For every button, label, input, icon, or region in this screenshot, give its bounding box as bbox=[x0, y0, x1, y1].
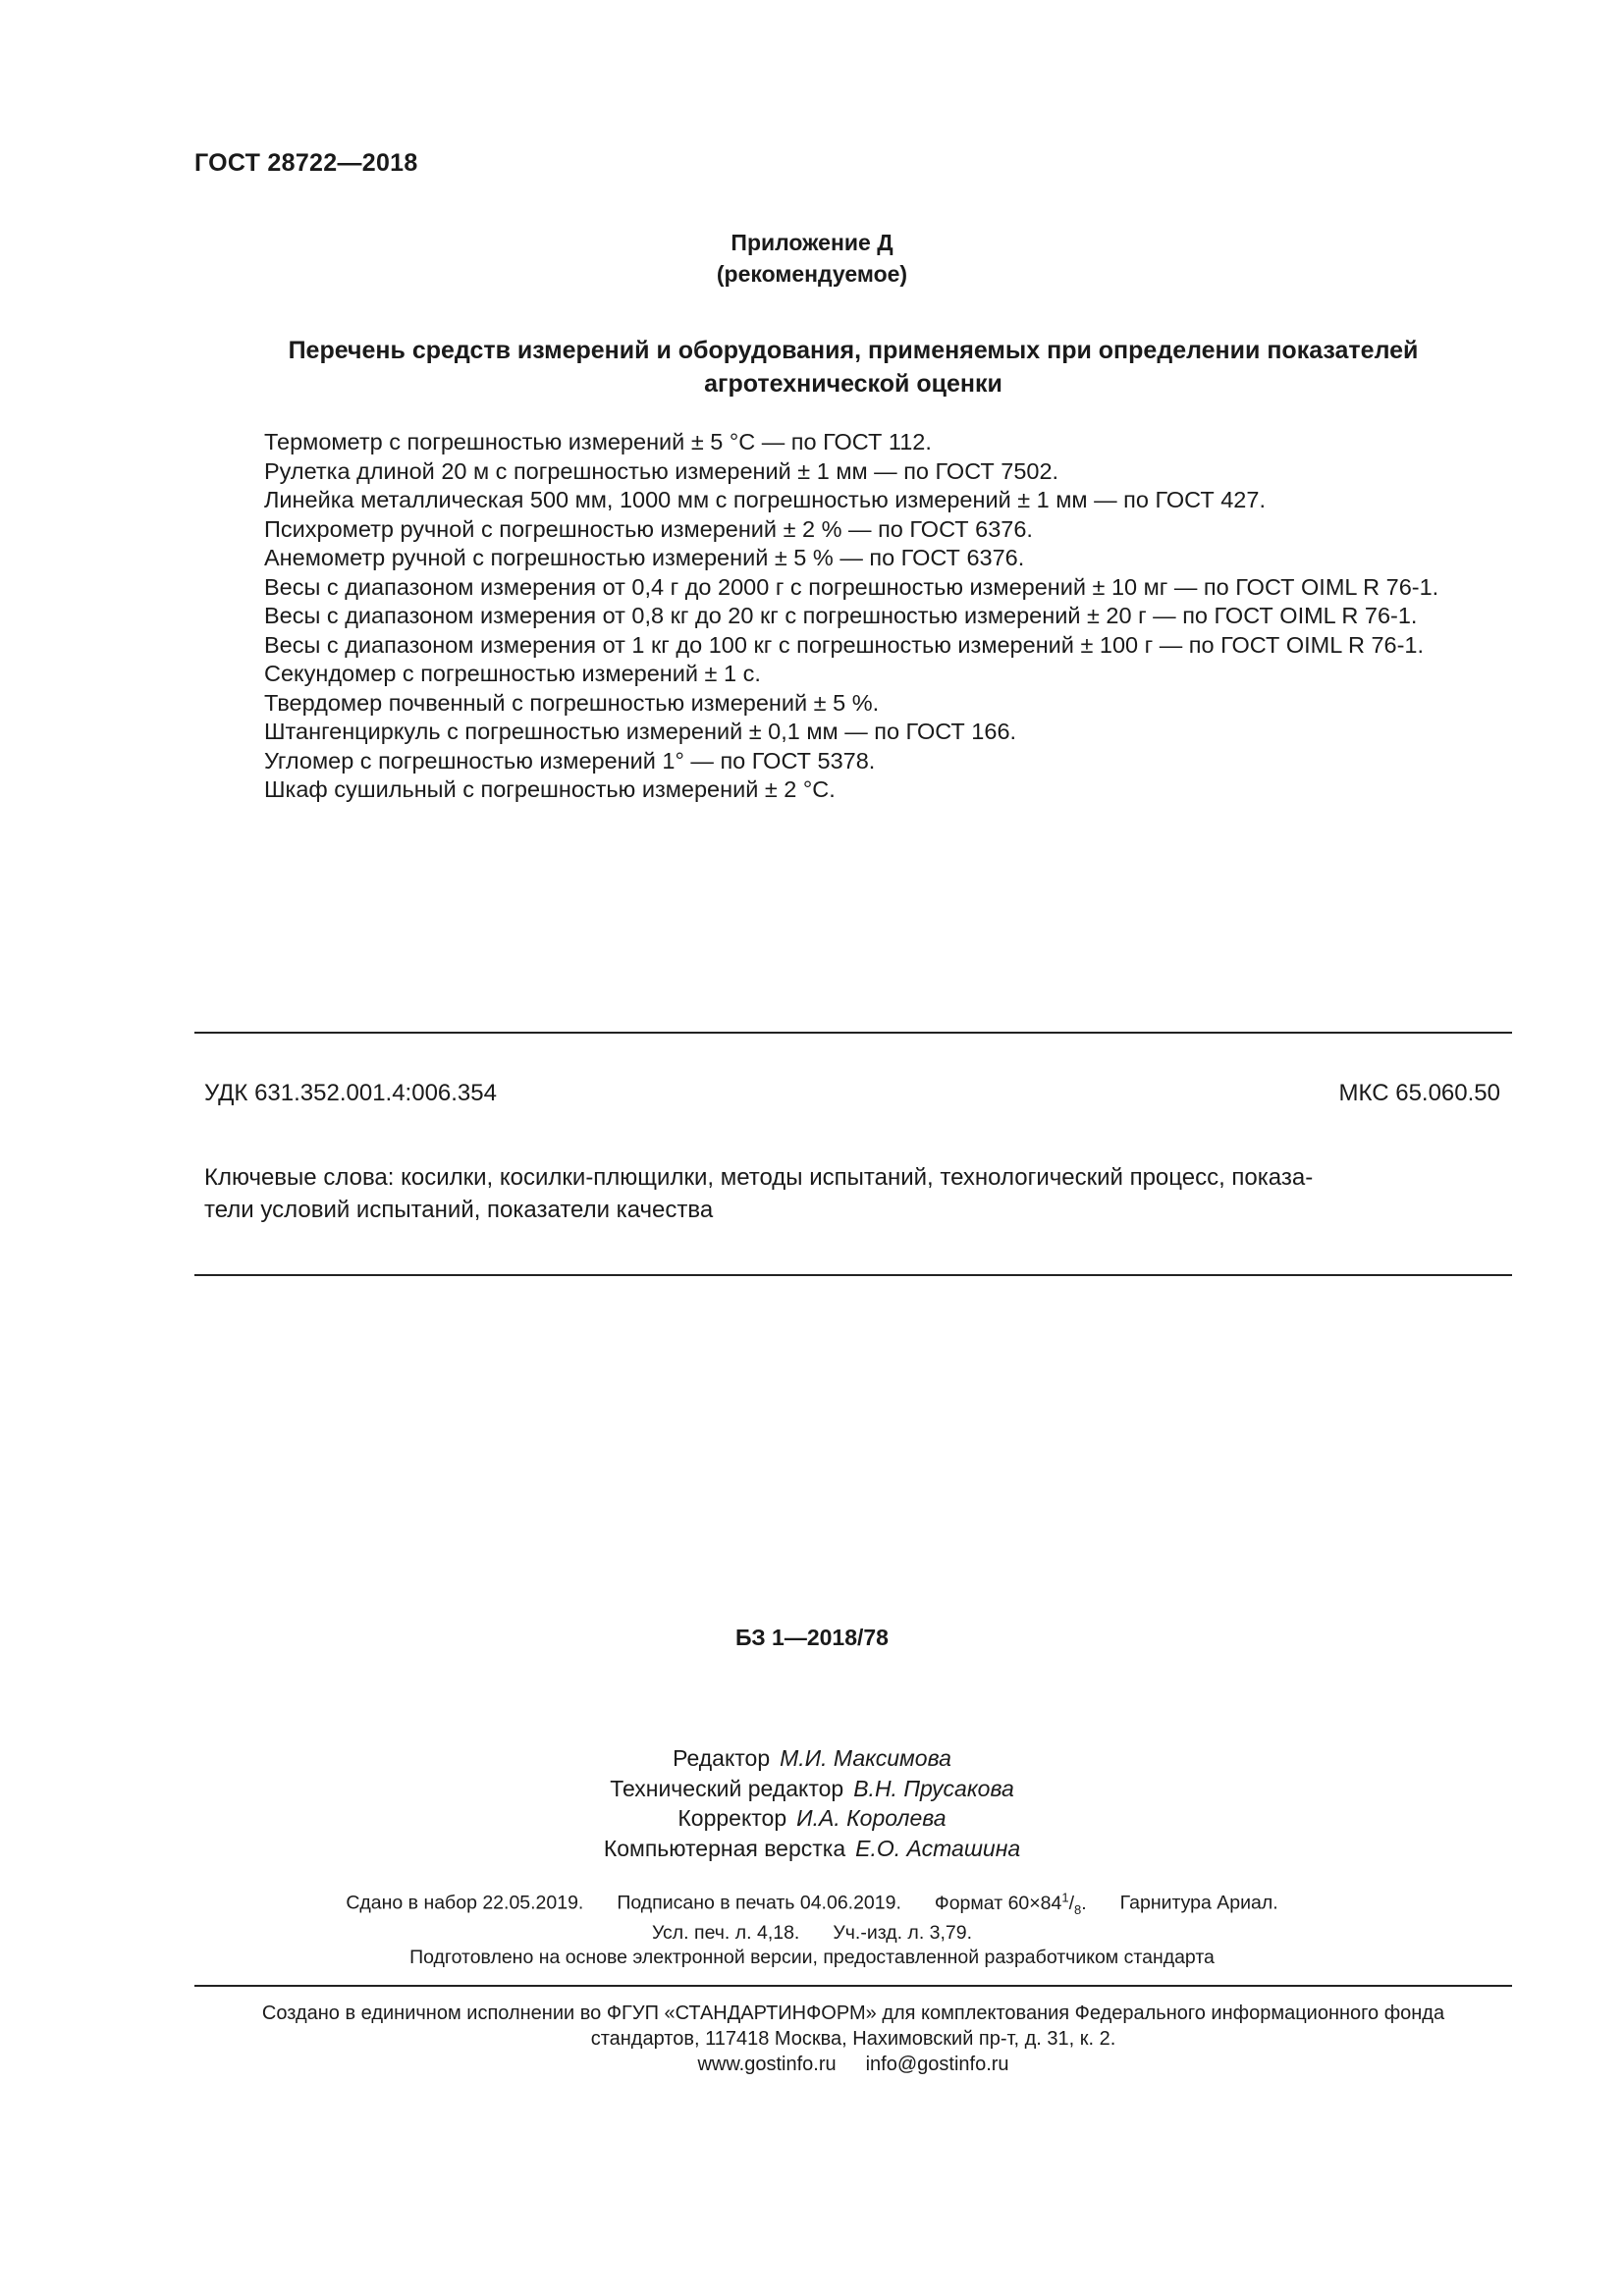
credit-row bbox=[0, 1834, 1624, 1864]
divider-bottom bbox=[194, 1985, 1512, 1987]
list-item: Анемометр ручной с погрешностью измерений ± 5 % — по ГОСТ 6376. bbox=[264, 545, 1025, 570]
imprint-prepared: Подготовлено на основе электронной версии, предоставленной разработчиком стандарта bbox=[409, 1947, 1215, 1969]
website-link[interactable]: www.gostinfo.ru bbox=[697, 2054, 837, 2075]
footer-line2: стандартов, 117418 Москва, Нахимовский пр-т, д. 31, к. 2. bbox=[590, 2028, 1116, 2050]
email-link[interactable]: info@gostinfo.ru bbox=[865, 2054, 1009, 2075]
publisher-footer bbox=[194, 2001, 1512, 2077]
imprint-line2 bbox=[0, 1921, 1624, 1946]
imprint-signed: Подписано в печать 04.06.2019. bbox=[617, 1892, 901, 1914]
annex-title-block bbox=[0, 227, 1624, 290]
credit-role: Компьютерная верстка bbox=[603, 1835, 846, 1861]
credit-role: Редактор bbox=[673, 1745, 771, 1771]
imprint-pub-sheets: Уч.-изд. л. 3,79. bbox=[833, 1922, 973, 1945]
credits bbox=[0, 1743, 1624, 1863]
credit-name: Е.О. Асташина bbox=[855, 1835, 1021, 1861]
credit-role: Технический редактор bbox=[610, 1775, 844, 1801]
footer-line1: Создано в единичном исполнении во ФГУП «СТАНДАРТИНФОРМ» для комплектования Федерального информационного фонда bbox=[261, 2002, 1445, 2024]
annex-heading-line2: агротехнической оценки bbox=[704, 370, 1002, 398]
keywords bbox=[204, 1161, 1510, 1226]
keywords-line1: Ключевые слова: косилки, косилки-плющилки, методы испытаний, технологический процесс, показа- bbox=[204, 1164, 1314, 1191]
imprint bbox=[0, 1885, 1624, 1970]
list-item: Секундомер с погрешностью измерений ± 1 с. bbox=[264, 661, 761, 686]
list-item: Весы с диапазоном измерения от 0,8 кг до 20 кг с погрешностью измерений ± 20 г — по ГОСТ OIML R 76-1. bbox=[264, 603, 1418, 628]
udk-code: УДК 631.352.001.4:006.354 bbox=[204, 1080, 497, 1106]
imprint-typeface: Гарнитура Ариал. bbox=[1119, 1892, 1278, 1914]
list-item: Угломер с погрешностью измерений 1° — по ГОСТ 5378. bbox=[264, 747, 876, 774]
credit-name: М.И. Максимова bbox=[780, 1745, 951, 1771]
divider-top bbox=[194, 1032, 1512, 1034]
divider-middle bbox=[194, 1274, 1512, 1276]
annex-status: (рекомендуемое) bbox=[716, 261, 908, 287]
list-item: Психрометр ручной с погрешностью измерений ± 2 % — по ГОСТ 6376. bbox=[264, 515, 1033, 542]
list-item: Твердомер почвенный с погрешностью измерений ± 5 %. bbox=[264, 689, 880, 716]
annex-title: Приложение Д bbox=[731, 230, 893, 255]
list-item: Весы с диапазоном измерения от 1 кг до 100 кг с погрешностью измерений ± 100 г — по ГОСТ OIML R 76-1. bbox=[264, 631, 1425, 658]
imprint-line1 bbox=[0, 1885, 1624, 1921]
mks-code: МКС 65.060.50 bbox=[1338, 1080, 1500, 1106]
footer-contacts bbox=[194, 2052, 1512, 2077]
list-item: Линейка металлическая 500 мм, 1000 мм с погрешностью измерений ± 1 мм — по ГОСТ 427. bbox=[264, 487, 1266, 512]
bz-number: БЗ 1—2018/78 bbox=[735, 1625, 889, 1650]
credit-row bbox=[0, 1774, 1624, 1804]
list-item: Штангенциркуль с погрешностью измерений ± 0,1 мм — по ГОСТ 166. bbox=[264, 719, 1017, 744]
list-item: Рулетка длиной 20 м с погрешностью измерений ± 1 мм — по ГОСТ 7502. bbox=[264, 457, 1059, 484]
imprint-format: Формат $60\times 84^1/_8$. bbox=[934, 1890, 1087, 1917]
keywords-line2: тели условий испытаний, показатели качества bbox=[204, 1197, 714, 1223]
annex-heading bbox=[194, 334, 1512, 400]
annex-heading-line1: Перечень средств измерений и оборудования, применяемых при определении показателей bbox=[288, 337, 1419, 364]
list-item: Шкаф сушильный с погрешностью измерений ± 2 °C. bbox=[264, 776, 836, 802]
credit-role: Корректор bbox=[677, 1805, 787, 1831]
credit-row bbox=[0, 1743, 1624, 1774]
list-item: Термометр с погрешностью измерений ± 5 °C — по ГОСТ 112. bbox=[264, 429, 932, 454]
imprint-submitted: Сдано в набор 22.05.2019. bbox=[346, 1892, 584, 1914]
instrument-list bbox=[264, 428, 1438, 805]
credit-name: И.А. Королева bbox=[796, 1805, 947, 1831]
document-code: ГОСТ 28722—2018 bbox=[194, 149, 418, 177]
credit-row bbox=[0, 1803, 1624, 1834]
imprint-print-sheets: Усл. печ. л. 4,18. bbox=[651, 1922, 800, 1945]
credit-name: В.Н. Прусакова bbox=[853, 1775, 1014, 1801]
list-item: Весы с диапазоном измерения от 0,4 г до 2000 г с погрешностью измерений ± 10 мг — по ГОСТ OIML R 76-1. bbox=[264, 573, 1439, 600]
